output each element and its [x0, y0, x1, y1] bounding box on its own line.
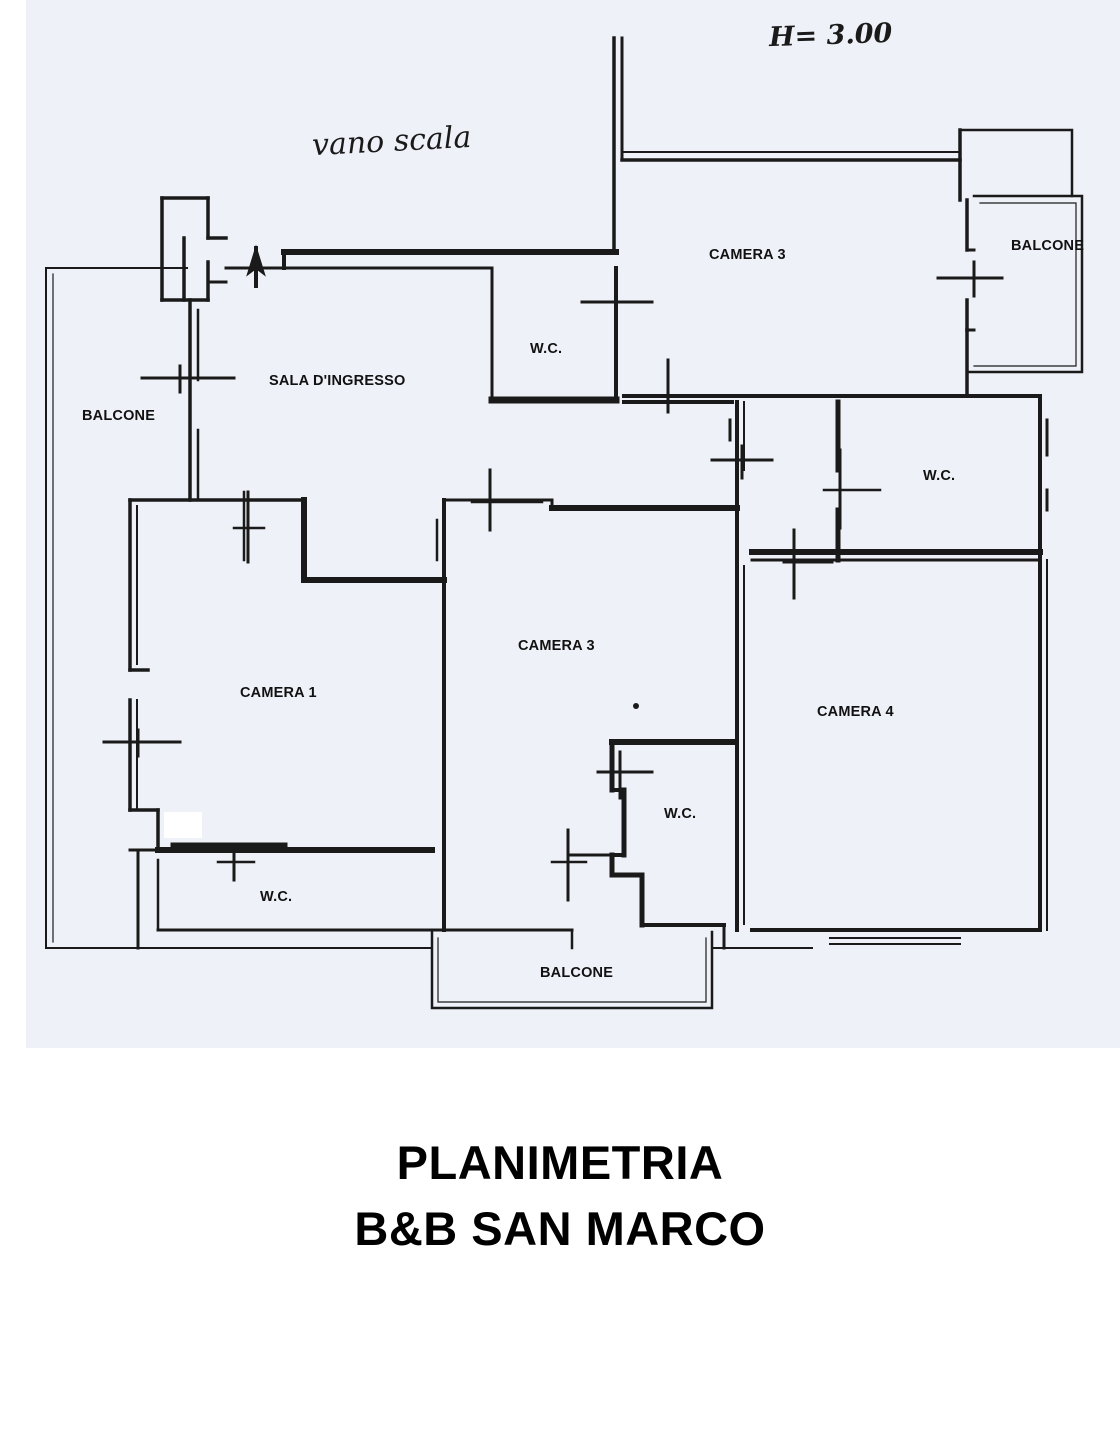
room-label-wc-bottom-left: W.C.: [260, 889, 293, 905]
room-label-camera-3-center: CAMERA 3: [518, 638, 595, 654]
plan-drawing-area: [12, 0, 1120, 1048]
room-label-camera-1: CAMERA 1: [240, 685, 317, 701]
room-label-camera-4: CAMERA 4: [817, 704, 894, 720]
room-label-wc-top: W.C.: [530, 341, 563, 357]
room-label-balcone-left: BALCONE: [82, 408, 156, 424]
room-label-sala-ingresso: SALA D'INGRESSO: [269, 373, 406, 389]
room-label-wc-right: W.C.: [923, 468, 956, 484]
handwritten-ceiling-height-note: H= 3.00: [768, 17, 893, 54]
room-label-camera-3-top: CAMERA 3: [709, 247, 786, 263]
title-line-secondary: B&B SAN MARCO: [354, 1202, 766, 1255]
room-label-balcone-bottom: BALCONE: [540, 965, 614, 981]
title-line-primary: PLANIMETRIA: [396, 1136, 724, 1189]
floor-plan-linework: [12, 0, 1120, 1048]
handwritten-stairwell-note: vano scala: [311, 119, 473, 164]
title-block: [0, 1135, 1120, 1257]
room-label-wc-center: W.C.: [664, 806, 697, 822]
room-label-balcone-right: BALCONE: [1011, 238, 1085, 254]
